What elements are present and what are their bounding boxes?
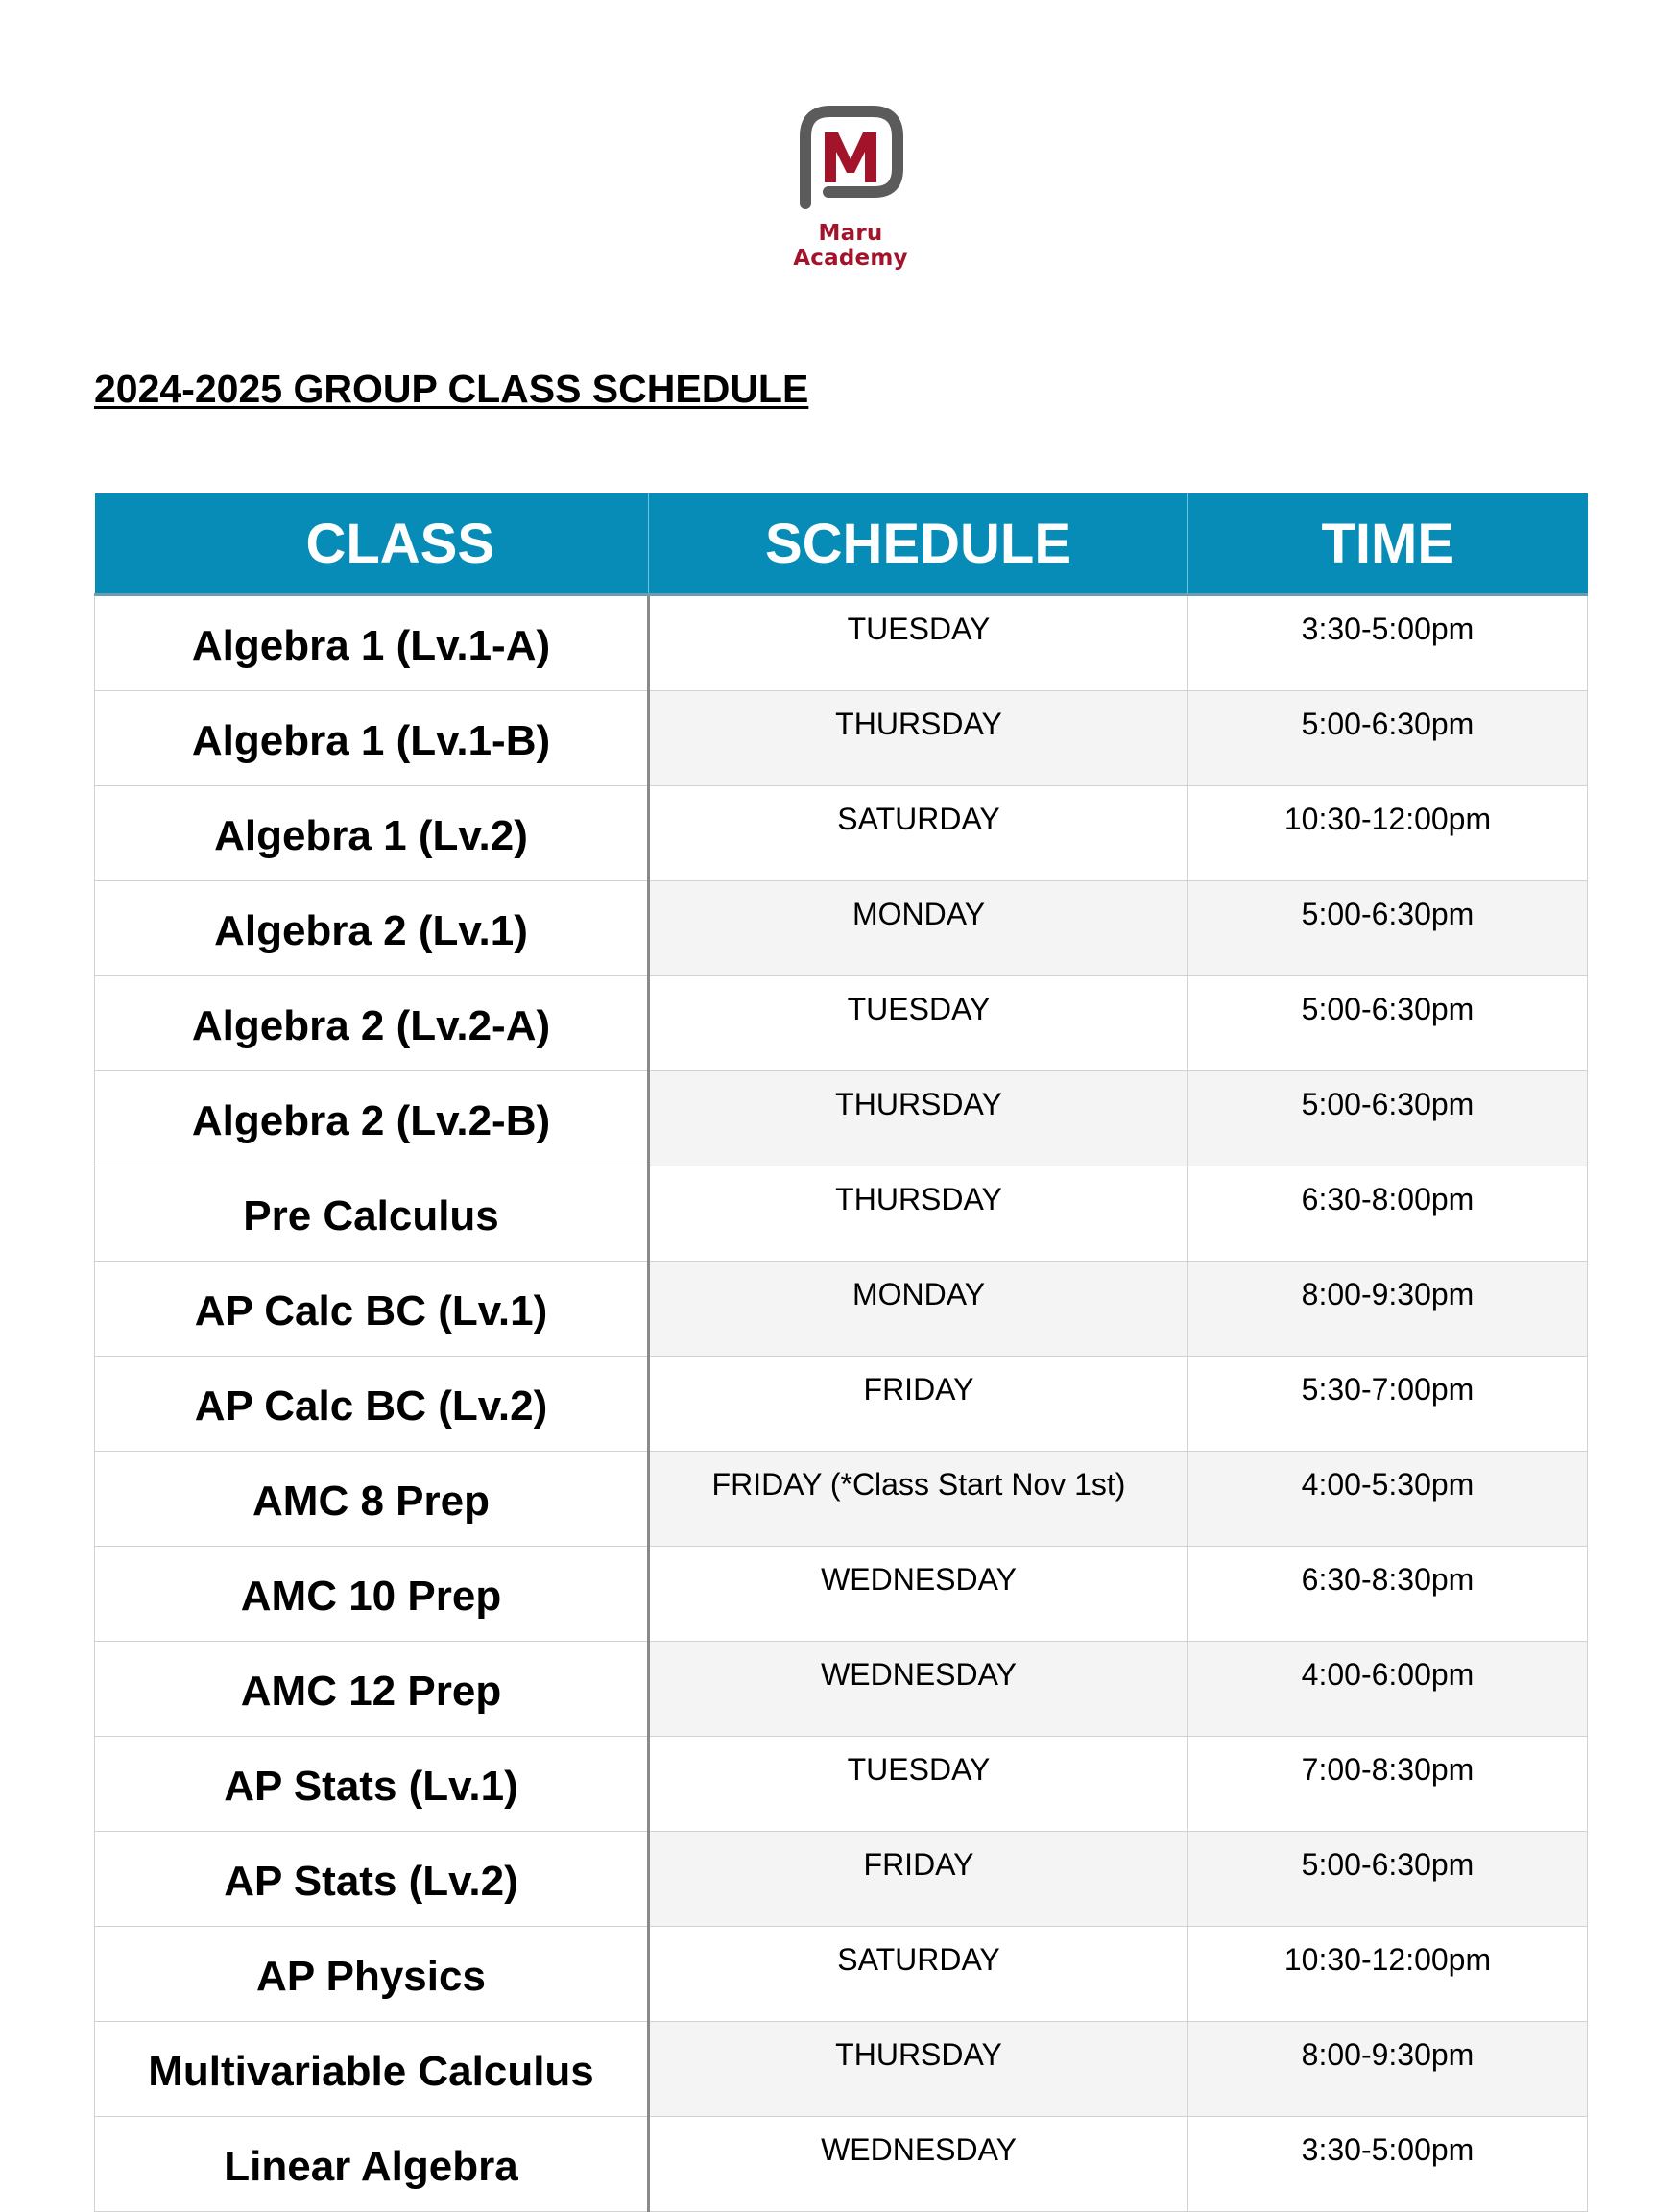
table-row — [95, 1547, 1588, 1642]
table-row — [95, 1927, 1588, 2022]
class-cell: Linear Algebra — [95, 2117, 649, 2212]
time-cell: 6:30-8:00pm — [1188, 1166, 1588, 1262]
schedule-cell: SATURDAY — [649, 1927, 1188, 2022]
table-row — [95, 595, 1588, 691]
schedule-table — [94, 493, 1588, 2212]
table-row — [95, 1737, 1588, 1832]
schedule-cell: MONDAY — [649, 1262, 1188, 1357]
schedule-cell: TUESDAY — [649, 1737, 1188, 1832]
table-row — [95, 1262, 1588, 1357]
table-row — [95, 2022, 1588, 2117]
class-cell: Algebra 1 (Lv.2) — [95, 786, 649, 881]
table-row — [95, 1452, 1588, 1547]
class-cell: AP Calc BC (Lv.2) — [95, 1357, 649, 1452]
time-cell: 8:00-9:30pm — [1188, 2022, 1588, 2117]
schedule-cell: MONDAY — [649, 881, 1188, 976]
class-cell: Multivariable Calculus — [95, 2022, 649, 2117]
table-row — [95, 691, 1588, 786]
class-cell: AP Stats (Lv.1) — [95, 1737, 649, 1832]
schedule-cell: THURSDAY — [649, 1166, 1188, 1262]
schedule-cell: WEDNESDAY — [649, 2117, 1188, 2212]
class-cell: Algebra 2 (Lv.2-A) — [95, 976, 649, 1071]
schedule-cell: THURSDAY — [649, 2022, 1188, 2117]
class-cell: AP Calc BC (Lv.1) — [95, 1262, 649, 1357]
time-cell: 3:30-5:00pm — [1188, 2117, 1588, 2212]
time-cell: 7:00-8:30pm — [1188, 1737, 1588, 1832]
table-row — [95, 881, 1588, 976]
time-cell: 5:00-6:30pm — [1188, 881, 1588, 976]
time-cell: 6:30-8:30pm — [1188, 1547, 1588, 1642]
time-cell: 10:30-12:00pm — [1188, 786, 1588, 881]
schedule-cell: WEDNESDAY — [649, 1642, 1188, 1737]
time-cell: 10:30-12:00pm — [1188, 1927, 1588, 2022]
time-cell: 8:00-9:30pm — [1188, 1262, 1588, 1357]
table-row — [95, 786, 1588, 881]
table-row — [95, 1166, 1588, 1262]
academy-name: Maru Academy — [793, 221, 908, 271]
page-title: 2024-2025 GROUP CLASS SCHEDULE — [94, 367, 809, 411]
time-cell: 5:30-7:00pm — [1188, 1357, 1588, 1452]
table-row — [95, 976, 1588, 1071]
class-cell: Algebra 2 (Lv.1) — [95, 881, 649, 976]
column-header-class: CLASS — [95, 493, 649, 595]
schedule-cell: THURSDAY — [649, 691, 1188, 786]
table-row — [95, 1357, 1588, 1452]
schedule-cell: TUESDAY — [649, 595, 1188, 691]
class-cell: AMC 12 Prep — [95, 1642, 649, 1737]
time-cell: 4:00-6:00pm — [1188, 1642, 1588, 1737]
schedule-cell: FRIDAY — [649, 1357, 1188, 1452]
class-cell: Algebra 1 (Lv.1-A) — [95, 595, 649, 691]
header-row — [95, 493, 1588, 595]
table-row — [95, 1642, 1588, 1737]
time-cell: 5:00-6:30pm — [1188, 976, 1588, 1071]
column-header-time: TIME — [1188, 493, 1588, 595]
time-cell: 5:00-6:30pm — [1188, 1071, 1588, 1166]
time-cell: 5:00-6:30pm — [1188, 1832, 1588, 1927]
time-cell: 4:00-5:30pm — [1188, 1452, 1588, 1547]
column-header-schedule: SCHEDULE — [649, 493, 1188, 595]
time-cell: 5:00-6:30pm — [1188, 691, 1588, 786]
table-row — [95, 1832, 1588, 1927]
maru-m-logo-icon — [792, 102, 909, 215]
schedule-cell: THURSDAY — [649, 1071, 1188, 1166]
schedule-cell: FRIDAY — [649, 1832, 1188, 1927]
table-row — [95, 1071, 1588, 1166]
schedule-cell: SATURDAY — [649, 786, 1188, 881]
class-cell: AP Physics — [95, 1927, 649, 2022]
class-cell: Pre Calculus — [95, 1166, 649, 1262]
schedule-cell: FRIDAY (*Class Start Nov 1st) — [649, 1452, 1188, 1547]
academy-logo — [764, 102, 937, 271]
table-row — [95, 2117, 1588, 2212]
time-cell: 3:30-5:00pm — [1188, 595, 1588, 691]
schedule-cell: WEDNESDAY — [649, 1547, 1188, 1642]
class-cell: AMC 10 Prep — [95, 1547, 649, 1642]
class-cell: Algebra 1 (Lv.1-B) — [95, 691, 649, 786]
schedule-cell: TUESDAY — [649, 976, 1188, 1071]
class-cell: Algebra 2 (Lv.2-B) — [95, 1071, 649, 1166]
class-cell: AP Stats (Lv.2) — [95, 1832, 649, 1927]
class-cell: AMC 8 Prep — [95, 1452, 649, 1547]
